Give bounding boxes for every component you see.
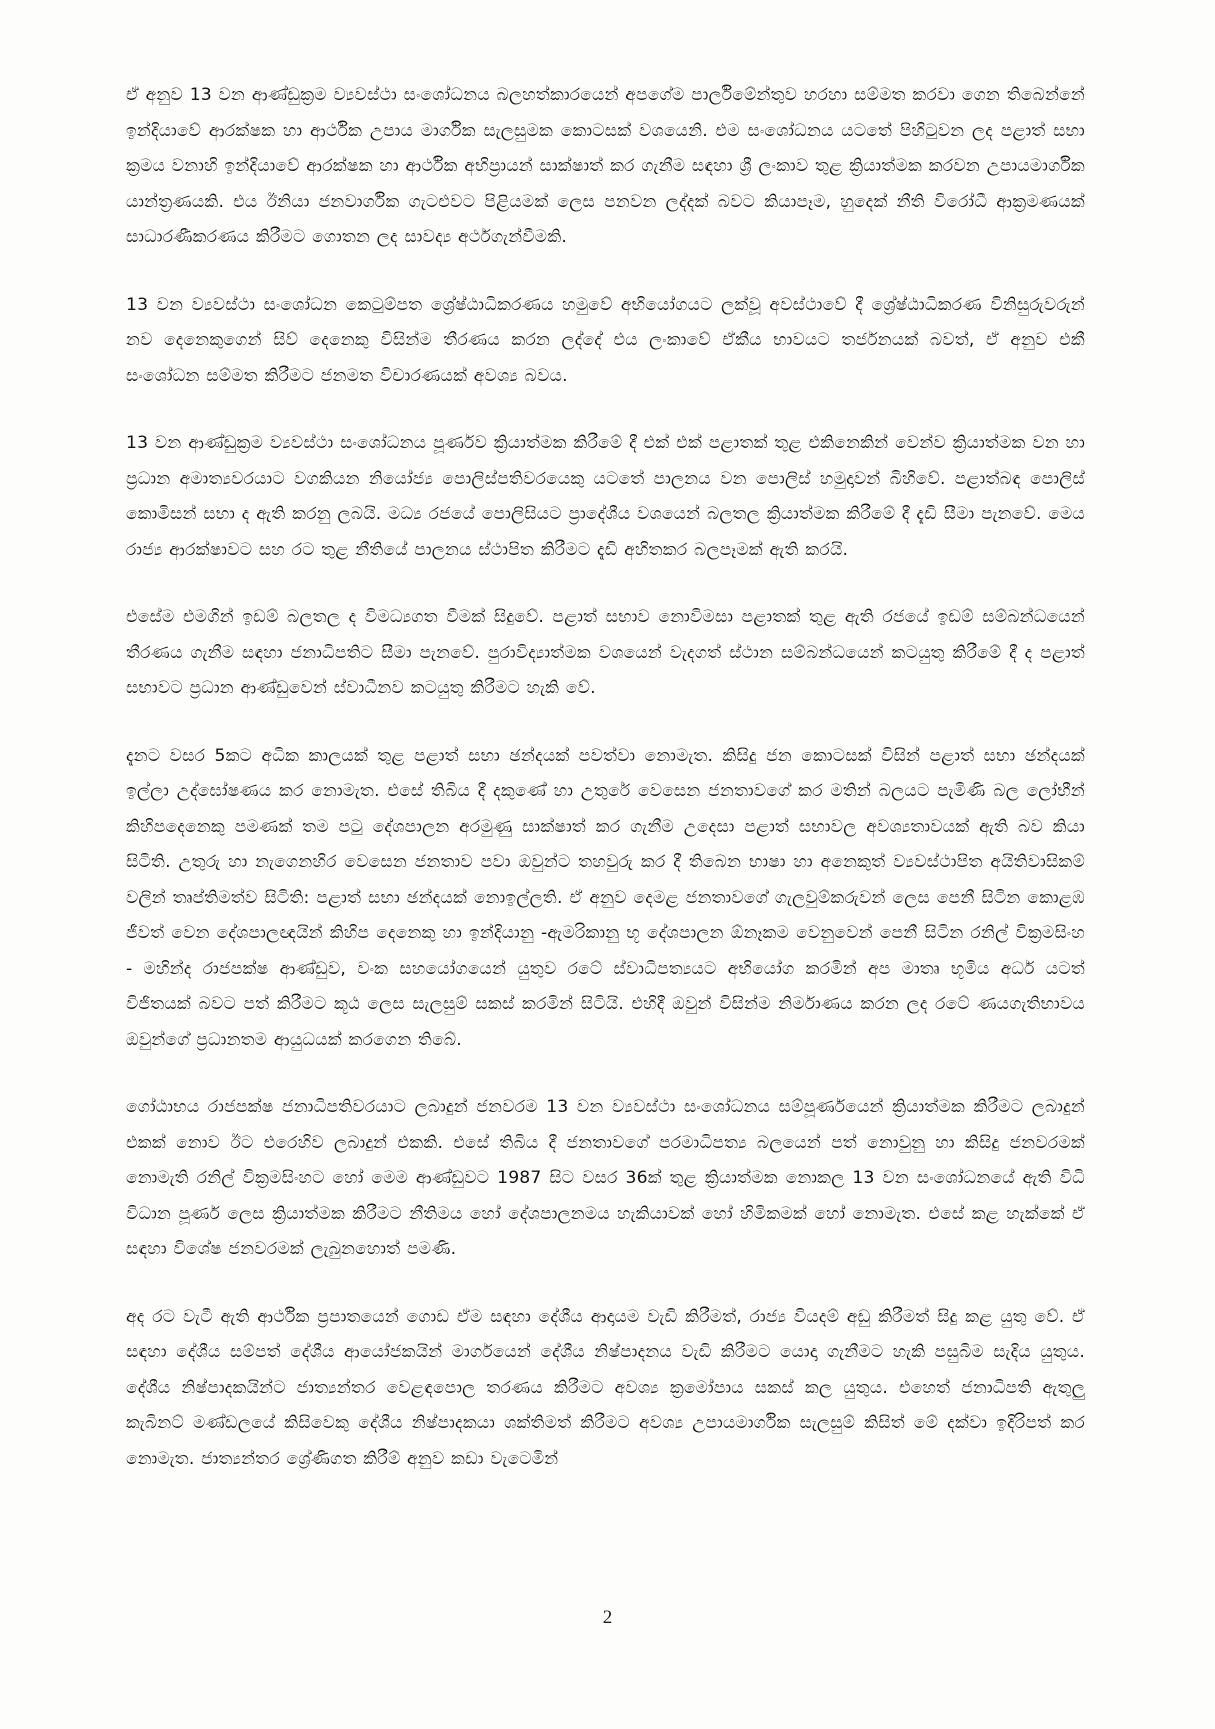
paragraph-3: 13 වන ආණ්ඩුක්‍රම ව්‍යවස්ථා සංශෝධනය පූර්ණව ක්‍රියාත්මක කිරීමේ දී එක් එක් පළාතක් තුළ එකිනෙකින් වෙන්ව ක්‍රියාත්මක වන හා ප්‍රධාන අමාත්‍යවරයාට වගකියන නියෝජ්‍ය පොලිස්පතිවරයෙකු යටතේ පාලනය වන පොලිස් හමුදාවන් බිහිවේ. පළාත්බඳ පොලිස් කොමිසන් සභා ද ඇති කරනු ලබයි. මධ්‍ය රජයේ පොලිසියට ප්‍රාදේශීය වශයෙන් බලතල ක්‍රියාත්මක කිරීමේ දී දැඩි සීමා පැනවේ. මෙය රාජ්‍ය ආරක්ෂාවට සහ රට තුළ නීතියේ පාලනය ස්ථාපිත කිරීමට දැඩි අහිතකර බලපෑමක් ඇති කරයි. xyxy=(126,433,1085,560)
paragraph-4: එසේම එමගින් ඉඩම් බලතල ද විමධ්‍යගත වීමක් සිදුවේ. පළාත් සභාව නොවිමසා පළාතක් තුළ ඇති රජයේ ඉඩම් සම්බන්ධයෙන් තීරණය ගැනීම සඳහා ජනාධිපතිට සීමා පැනවේ. පුරාවිද්‍යාත්මක වශයෙන් වැදගත් ස්ථාන සම්බන්ධයෙන් කටයුතු කිරීමේ දී ද පළාත් සභාවට ප්‍රධාන ආණ්ඩුවෙන් ස්වාධීනව කටයුතු කිරීමට හැකි වේ. xyxy=(126,607,1085,698)
paragraph-2: 13 වන ව්‍යවස්ථා සංශෝධන කෙටුම්පත ශ්‍රේෂ්ඨාධිකරණය හමුවේ අභියෝගයට ලක්වූ අවස්ථාවේ දී ශ්‍රේෂ්ඨාධිකරණ විනිසුරුවරුන් නව දෙනෙකුගෙන් සිව් දෙනෙකු විසින්ම තීරණය කරන ලද්දේ එය ලංකාවේ ඒකීය භාවයට තර්ජනයක් බවත්, ඒ අනුව එකී සංශෝධන සම්මත කිරීමට ජනමත විචාරණයක් අවශ්‍ය බවය. xyxy=(126,294,1085,386)
paragraph-1: ඒ අනුව 13 වන ආණ්ඩුක්‍රම ව්‍යවස්ථා සංශෝධනය බලහත්කාරයෙන් අපගේම පාර්ලිමේන්තුව හරහා සම්මත කරවා ගෙන තිබෙන්නේ ඉන්දියාවේ ආරක්ෂක හා ආර්ථික උපාය මාර්ගික සැලසුමක කොටසක් වශයෙනි. එම සංශෝධනය යටතේ පිහිටුවන ලද පළාත් සභා ක්‍රමය වනාහි ඉන්දියාවේ ආරක්ෂක හා ආර්ථික අභිප්‍රායන් සාක්ෂාත් කර ගැනීම සඳහා ශ්‍රී ලංකාව තුළ ක්‍රියාත්මක කරවන උපායමාර්ගික යාන්ත්‍රණයකි. එය ඊනියා ජනවාර්ගික ගැටළුවට පිළියමක් ලෙස පනවන ලද්දක් බවට කියාපෑම, හුදෙක් නීති විරෝධී ආක්‍රමණයක් සාධාරණීකරණය කිරීමට ගොතන ලද සාවද්‍ය අර්ථගැන්වීමකි. xyxy=(126,85,1085,247)
paragraph-7: අද රට වැටී ඇති ආර්ථික ප්‍රපාතයෙන් ගොඩ ඒම සඳහා දේශීය ආදායම වැඩි කිරීමත්, රාජ්‍ය වියදම් අඩු කිරීමත් සිදු කළ යුතු වේ. ඒ සඳහා දේශීය සම්පත් දේශීය ආයෝජකයින් මාර්ගයෙන් දේශීය නිෂ්පාදනය වැඩි කිරීමට යොදා ගැනීමට හැකි පසුබිම සැදිය යුතුය. දේශීය නිෂ්පාදකයින්ට ජාත්‍යන්තර වෙළඳපොල තරණය කිරීමට අවශ්‍ය ක්‍රමෝපාය සකස් කල යුතුය. එහෙත් ජනාධිපති ඇතුලු කැබිනට් මණ්ඩලයේ කිසිවෙකු දේශීය නිෂ්පාදකයා ශක්තිමත් කිරීමට අවශ්‍ය උපායමාර්ගික සැලසුම් කිසිත් මේ දක්වා ඉදිරිපත් කර නොමැත. ජාත්‍යන්තර ශ්‍රේණිගත කිරීම් අනුව කඩා වැටෙමින් xyxy=(126,1306,1085,1469)
page-number: 2 xyxy=(602,1607,613,1628)
paragraph-5: දැනට වසර 5කට අධික කාලයක් තුළ පළාත් සභා ඡන්දයක් පවත්වා නොමැත. කිසිදු ජන කොටසක් විසින් පළාත් සභා ඡන්දයක් ඉල්ලා උද්ඝෝෂණය කර නොමැත. එසේ තිබිය දී දකුණේ හා උතුරේ වෙසෙන ජනතාවගේ කර මතින් බලයට පැමිණි බල ලෝභීන් කිහිපදෙනෙකු පමණක් තම පටු දේශපාලන අරමුණු සාක්ෂාත් කර ගැනීම උදෙසා පළාත් සභාවල අවශ්‍යතාවයක් ඇති බව කියා සිටිති. උතුරු හා නැගෙනහිර වෙසෙන ජනතාව පවා ඔවුන්ට තහවුරු කර දී තිබෙන භාෂා හා අනෙකුත් ව්‍යවස්ථාපිත අයිතිවාසිකම් වලින් තෘප්තිමත්ව සිටිති: පළාත් සභා ඡන්දයක් නොඉල්ලති. ඒ අනුව දෙමළ ජනතාවගේ ගැලවුම්කරුවන් ලෙස පෙනී සිටින කොළඹ ජීවත් වෙන දේශපාලඥයින් කිහිප දෙනෙකු හා ඉන්දියානු -ඇමරිකානු භූ දේශපාලන ඕනෑකම වෙනුවෙන් පෙනී සිටින රනිල් වික්‍රමසිංහ - මහින්ද රාජපක්ෂ ආණ්ඩුව, වංක සහයෝගයෙන් යුතුව රටේ ස්වාධිපත්‍යයට අභියෝග කරමින් අප මාතෘ භූමිය අර්ධ යටත් විජිතයක් බවට පත් කිරීමට කූඨ ලෙස සැලසුම් සකස් කරමින් සිටියි. එහිදී ඔවුන් විසින්ම නිර්මාණය කරන ලද රටේ ණයගැතිභාවය ඔවුන්ගේ ප්‍රධානතම ආයුධයක් කරගෙන තිබේ. xyxy=(126,745,1085,1050)
paragraph-6: ගෝඨාභය රාජපක්ෂ ජනාධිපතිවරයාට ලබාදුන් ජනවරම 13 වන ව්‍යවස්ථා සංශෝධනය සම්පූර්ණයෙන් ක්‍රියාත්මක කිරීමට ලබාදුන් එකක් නොව ඊට එරෙහිව ලබාදුන් එකකි. එසේ තිබිය දී ජනතාවගේ පරමාධිපත්‍ය බලයෙන් පත් නොවුනු හා කිසිදු ජනවරමක් නොමැති රනිල් වික්‍රමසිංහට හෝ මෙම ආණ්ඩුවට 1987 සිට වසර 36ක් තුළ ක්‍රියාත්මක නොකල 13 වන සංශෝධනයේ ඇති විධි විධාන පූර්ණ ලෙස ක්‍රියාත්මක කිරීමට නීතිමය හෝ දේශපාලනමය හැකියාවක් හෝ හිමිකමක් හෝ නොමැත. එසේ කළ හැක්කේ ඒ සඳහා විශේෂ ජනවරමක් ලැබුනහොත් පමණි. xyxy=(126,1097,1085,1259)
